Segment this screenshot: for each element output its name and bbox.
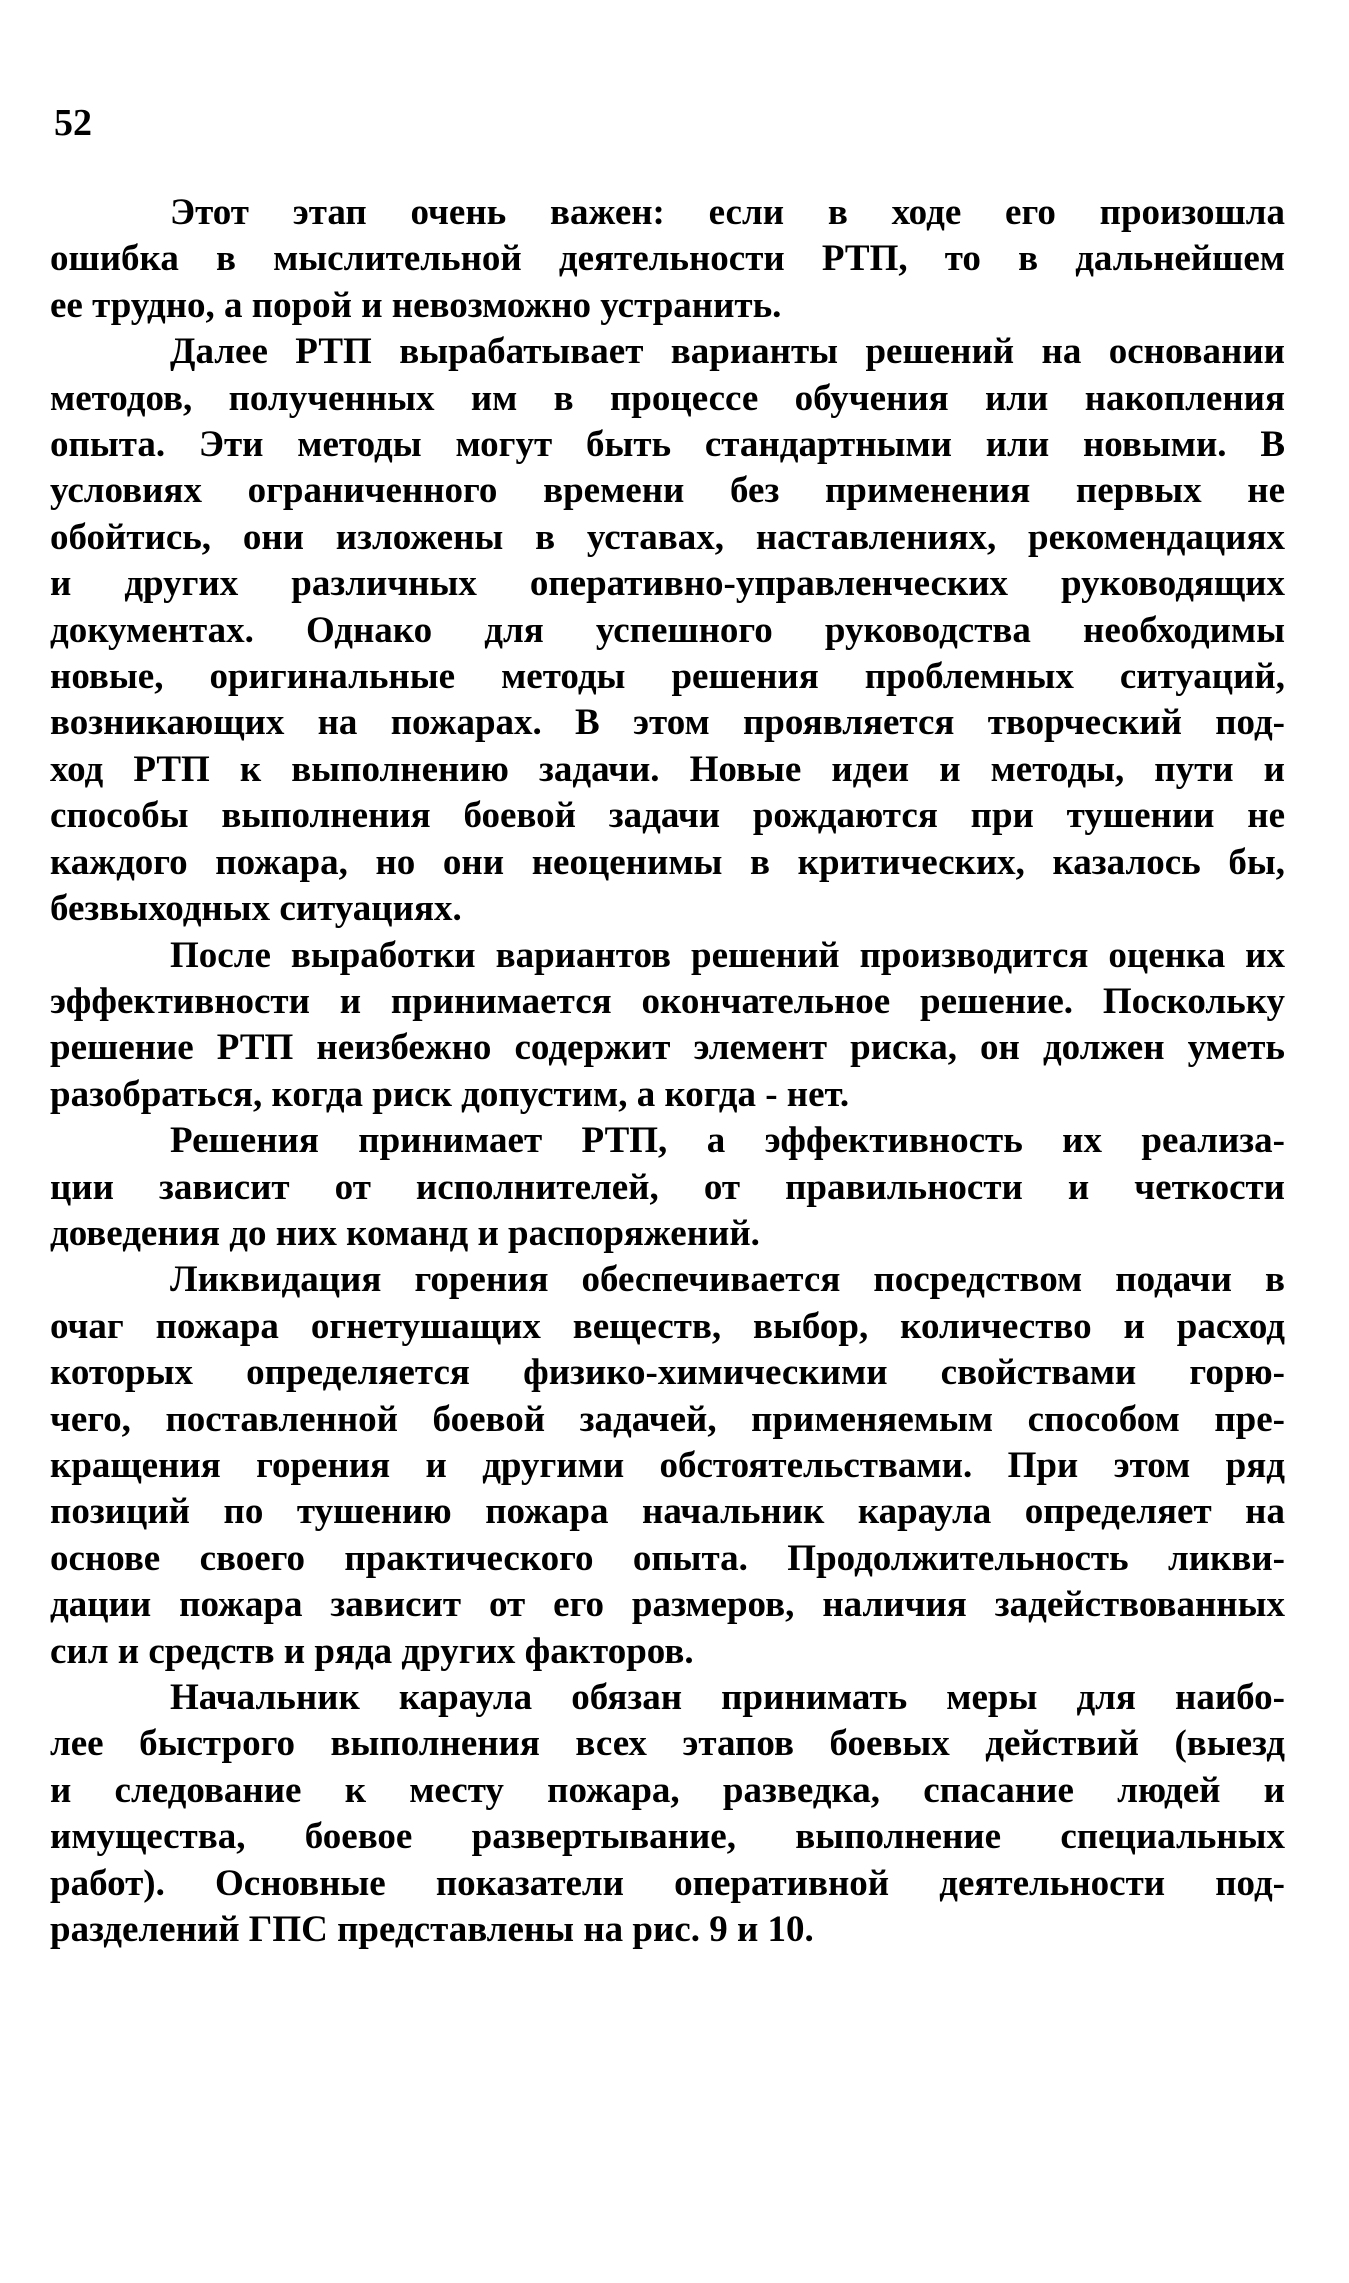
text-line: методов, полученных им в процессе обучения или накопления: [50, 377, 1285, 419]
text-line: условиях ограниченного времени без применения первых не: [50, 470, 1285, 512]
text-line: разобраться, когда риск допустим, а когда - нет.: [50, 1073, 850, 1115]
text-line: работ). Основные показатели оперативной деятельности под-: [50, 1862, 1285, 1904]
text-line: Далее РТП вырабатывает варианты решений на основании: [170, 331, 1285, 373]
text-line: способы выполнения боевой задачи рождаются при тушении не: [50, 795, 1285, 837]
paragraph: [50, 933, 1285, 1119]
text-line: ее трудно, а порой и невозможно устранить.: [50, 284, 782, 326]
text-line: После выработки вариантов решений производится оценка их: [170, 934, 1285, 976]
text-line: каждого пожара, но они неоценимы в критических, казалось бы,: [50, 841, 1285, 883]
text-line: возникающих на пожарах. В этом проявляется творческий под-: [50, 702, 1285, 744]
text-line: Начальник караула обязан принимать меры для наибо-: [170, 1677, 1285, 1718]
text-line: доведения до них команд и распоряжений.: [50, 1212, 760, 1254]
text-line: очаг пожара огнетушащих веществ, выбор, количество и расход: [50, 1305, 1285, 1347]
text-line: документах. Однако для успешного руководства необходимы: [50, 609, 1285, 651]
text-line: новые, оригинальные методы решения проблемных ситуаций,: [50, 656, 1285, 698]
text-line: обойтись, они изложены в уставах, наставлениях, рекомендациях: [50, 516, 1285, 558]
text-line: позиций по тушению пожара начальник караула определяет на: [50, 1491, 1285, 1533]
text-line: которых определяется физико-химическими свойствами горю-: [50, 1352, 1285, 1394]
text-line: ции зависит от исполнителей, от правильности и четкости: [50, 1166, 1285, 1208]
text-line: основе своего практического опыта. Продолжительность ликви-: [50, 1537, 1285, 1579]
text-line: лее быстрого выполнения всех этапов боевых действий (выезд: [50, 1723, 1285, 1765]
paragraph: [50, 329, 1285, 932]
paragraph: [50, 1675, 1285, 1953]
text-line: Этот этап очень важен: если в ходе его произошла: [170, 192, 1285, 233]
text-line: безвыходных ситуациях.: [50, 888, 462, 930]
text-line: имущества, боевое развертывание, выполнение специальных: [50, 1816, 1285, 1858]
text-line: Ликвидация горения обеспечивается посредством подачи в: [170, 1259, 1285, 1301]
text-line: ошибка в мыслительной деятельности РТП, то в дальнейшем: [50, 238, 1285, 280]
text-line: ход РТП к выполнению задачи. Новые идеи и методы, пути и: [50, 748, 1285, 790]
paragraph: [50, 1118, 1285, 1257]
text-line: эффективности и принимается окончательное решение. Поскольку: [50, 980, 1285, 1022]
paragraph: [50, 190, 1285, 329]
text-line: чего, поставленной боевой задачей, применяемым способом пре-: [50, 1398, 1285, 1440]
page-number: 52: [54, 102, 92, 144]
text-line: и других различных оперативно-управленческих руководящих: [50, 563, 1285, 605]
text-line: кращения горения и другими обстоятельствами. При этом ряд: [50, 1444, 1285, 1486]
text-line: решение РТП неизбежно содержит элемент риска, он должен уметь: [50, 1027, 1285, 1069]
paragraph: [50, 1257, 1285, 1675]
text-line: и следование к месту пожара, разведка, спасание людей и: [50, 1769, 1285, 1811]
body-text: [50, 190, 1285, 1953]
text-line: разделений ГПС представлены на рис. 9 и 10.: [50, 1909, 814, 1951]
text-line: Решения принимает РТП, а эффективность их реализа-: [170, 1120, 1285, 1162]
text-line: сил и средств и ряда других факторов.: [50, 1630, 694, 1672]
text-line: опыта. Эти методы могут быть стандартными или новыми. В: [50, 424, 1285, 466]
text-line: дации пожара зависит от его размеров, наличия задействованных: [50, 1584, 1285, 1626]
